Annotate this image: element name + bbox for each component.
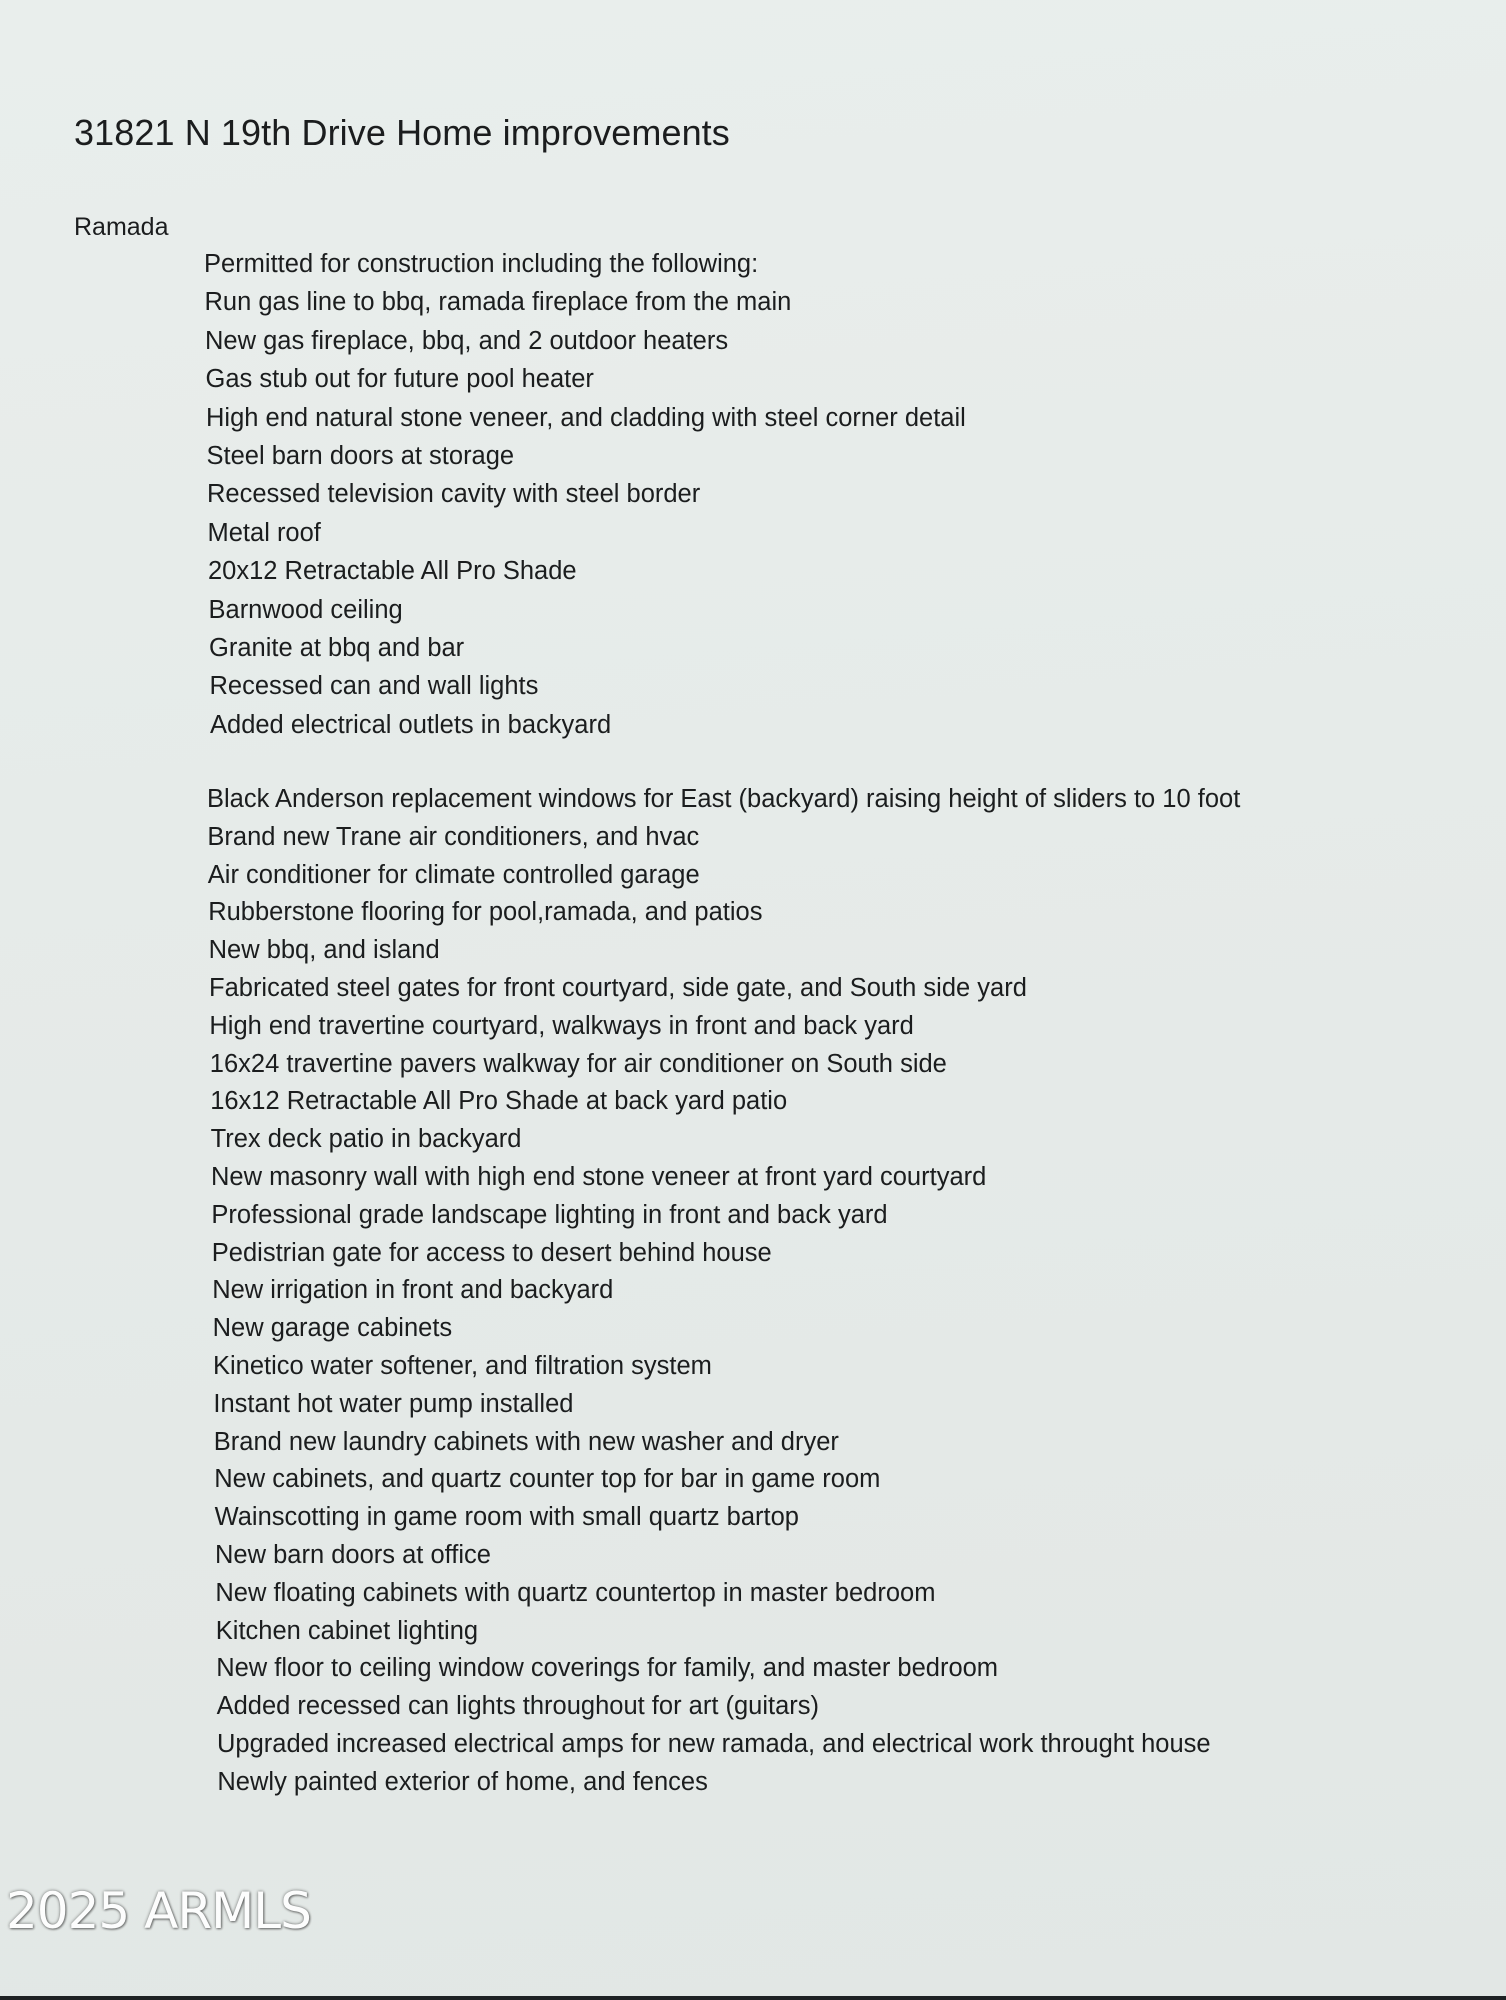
section-label-ramada: Ramada <box>74 213 169 241</box>
improvement-item: Fabricated steel gates for front courtyard, side gate, and South side yard <box>209 974 1027 1002</box>
improvement-item: 16x24 travertine pavers walkway for air conditioner on South side <box>209 1049 947 1078</box>
improvement-item: Brand new Trane air conditioners, and hvac <box>207 822 700 851</box>
improvement-item: New irrigation in front and backyard <box>212 1276 614 1305</box>
improvement-item: New floating cabinets with quartz countertop in master bedroom <box>215 1578 936 1607</box>
improvement-item: Pedistrian gate for access to desert behind house <box>211 1238 772 1267</box>
ramada-item: Recessed television cavity with steel border <box>207 480 701 509</box>
ramada-item: High end natural stone veneer, and cladding with steel corner detail <box>206 403 966 432</box>
improvement-item: Professional grade landscape lighting in front and back yard <box>211 1200 888 1229</box>
improvement-item: New garage cabinets <box>212 1314 453 1343</box>
improvement-item: 16x12 Retractable All Pro Shade at back yard patio <box>210 1087 788 1116</box>
ramada-item: Barnwood ceiling <box>208 595 403 624</box>
improvement-item: Brand new laundry cabinets with new washer and dryer <box>213 1427 839 1456</box>
ramada-item: Granite at bbq and bar <box>209 634 465 662</box>
ramada-item: Gas stub out for future pool heater <box>205 365 594 394</box>
improvement-item: New masonry wall with high end stone veneer at front yard courtyard <box>211 1163 987 1191</box>
improvement-item: Wainscotting in game room with small quartz bartop <box>214 1503 799 1532</box>
watermark: 2025 ARMLS <box>6 1882 311 1940</box>
ramada-item: Added electrical outlets in backyard <box>210 710 612 739</box>
improvement-item: New floor to ceiling window coverings for family, and master bedroom <box>216 1654 999 1683</box>
page-title: 31821 N 19th Drive Home improvements <box>74 112 730 153</box>
ramada-item: Run gas line to bbq, ramada fireplace from the main <box>204 288 792 317</box>
improvement-item: Air conditioner for climate controlled garage <box>207 860 700 889</box>
improvement-item: Newly painted exterior of home, and fences <box>217 1767 708 1796</box>
improvement-item: Kitchen cabinet lighting <box>215 1616 479 1645</box>
improvement-item: New barn doors at office <box>215 1541 491 1569</box>
improvement-item: Kinetico water softener, and filtration system <box>213 1352 712 1380</box>
bottom-edge-divider <box>0 1996 1506 2000</box>
improvement-item: Upgraded increased electrical amps for new ramada, and electrical work throught house <box>217 1730 1211 1758</box>
improvement-item: New cabinets, and quartz counter top for bar in game room <box>214 1465 881 1494</box>
improvement-item: New bbq, and island <box>208 936 440 965</box>
improvement-item: Black Anderson replacement windows for East (backyard) raising height of sliders to 10 foot <box>207 785 1241 813</box>
ramada-item: Recessed can and wall lights <box>209 672 539 701</box>
ramada-item: Permitted for construction including the following: <box>204 250 759 278</box>
ramada-item: Metal roof <box>207 518 321 547</box>
ramada-item: 20x12 Retractable All Pro Shade <box>208 557 577 586</box>
ramada-item: New gas fireplace, bbq, and 2 outdoor heaters <box>205 326 729 355</box>
improvement-item: Rubberstone flooring for pool,ramada, and patios <box>208 898 763 927</box>
improvement-item: Instant hot water pump installed <box>213 1389 574 1418</box>
improvement-item: High end travertine courtyard, walkways in front and back yard <box>209 1011 914 1040</box>
improvement-item: Trex deck patio in backyard <box>210 1125 522 1154</box>
ramada-item: Steel barn doors at storage <box>206 442 515 470</box>
improvement-item: Added recessed can lights throughout for art (guitars) <box>216 1692 820 1721</box>
